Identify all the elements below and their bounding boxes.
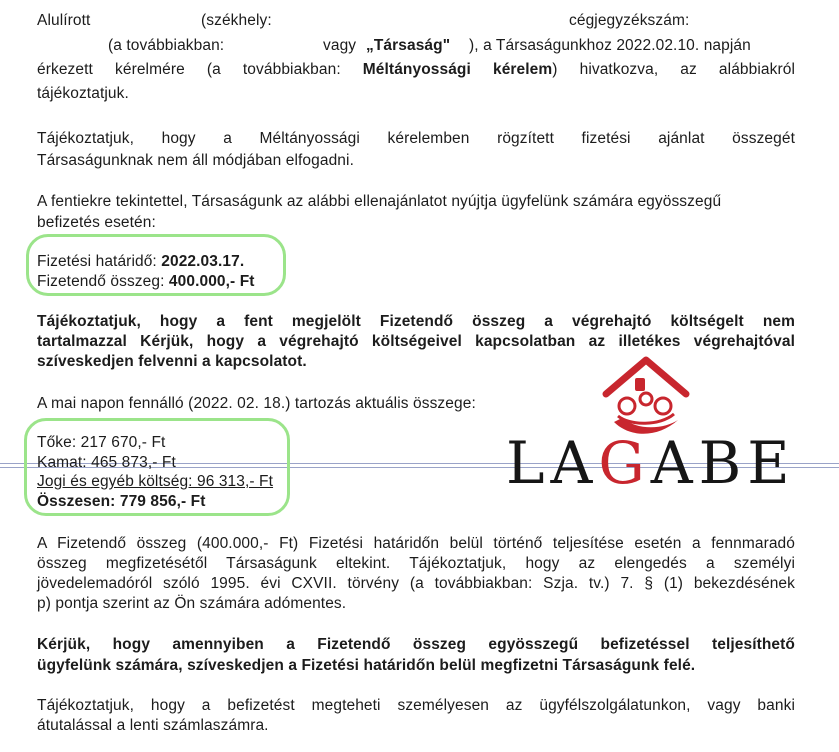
para4-line-3: szíveskedjen felvenni a kapcsolatot. bbox=[37, 353, 307, 370]
offer-deadline: Fizetési határidő: 2022.03.17. bbox=[37, 253, 245, 270]
para6-line-2: összeg megfizetésétől Társaságunk eltekint. Tájékoztatjuk, hogy az elengedés a személyi bbox=[37, 555, 795, 572]
debt-costs: Jogi és egyéb költség: 96 313,- Ft bbox=[37, 473, 274, 490]
para7-line-2: ügyfelünk számára, szíveskedjen a Fizetési határidőn belül megfizetni Társaságunk felé. bbox=[37, 657, 696, 674]
para3-line-2: befizetés esetén: bbox=[37, 214, 156, 231]
intro-line-3: érkezett kérelmére (a továbbiakban: Méltányossági kérelem) hivatkozva, az alábbiakról bbox=[37, 61, 795, 78]
para2-line-1: Tájékoztatjuk, hogy a Méltányossági kérelemben rögzített fizetési ajánlat összegét bbox=[37, 130, 795, 147]
para8-line-2: átutalással a lenti számlaszámra. bbox=[37, 717, 269, 734]
debt-total: Összesen: 779 856,- Ft bbox=[37, 493, 206, 510]
para4-line-1: Tájékoztatjuk, hogy a fent megjelölt Fizetendő összeg a végrehajtó költségelt nem bbox=[37, 313, 795, 330]
logo-house-icon bbox=[600, 356, 692, 440]
para8-line-1: Tájékoztatjuk, hogy a befizetést megteheti személyesen az ügyfélszolgálatunkon, vagy banki bbox=[37, 697, 795, 714]
para3-line-1: A fentiekre tekintettel, Társaságunk az alábbi ellenajánlatot nyújtja ügyfelünk számára egyösszegű bbox=[37, 193, 722, 210]
debt-principal: Tőke: 217 670,- Ft bbox=[37, 434, 166, 451]
para6-line-3: jövedelemadóról szóló 1995. évi CXVII. törvény (a továbbiakban: Szja. tv.) 7. § (1) bekezdésének bbox=[37, 575, 795, 592]
para6-line-1: A Fizetendő összeg (400.000,- Ft) Fizetési határidőn belül történő teljesítése esetén a fennmaradó bbox=[37, 535, 795, 552]
para5: A mai napon fennálló (2022. 02. 18.) tartozás aktuális összege: bbox=[37, 395, 476, 412]
para7-line-1: Kérjük, hogy amennyiben a Fizetendő összeg egyösszegű befizetéssel teljesíthető bbox=[37, 636, 795, 653]
para2-line-2: Társaságunknak nem áll módjában elfogadni. bbox=[37, 152, 354, 169]
logo-wordmark: LAGABE bbox=[506, 429, 796, 497]
intro-line-4: tájékoztatjuk. bbox=[37, 85, 129, 102]
offer-amount: Fizetendő összeg: 400.000,- Ft bbox=[37, 273, 255, 290]
para4-line-2: tartalmazzal Kérjük, hogy a végrehajtó költségeivel kapcsolatban az illetékes végrehajtóval bbox=[37, 333, 795, 350]
intro-line-1: Alulírott (székhely: cégjegyzékszám: bbox=[37, 12, 690, 29]
debt-interest: Kamat: 465 873,- Ft bbox=[37, 454, 176, 471]
para6-line-4: p) pontja szerint az Ön számára adómentes. bbox=[37, 595, 347, 612]
